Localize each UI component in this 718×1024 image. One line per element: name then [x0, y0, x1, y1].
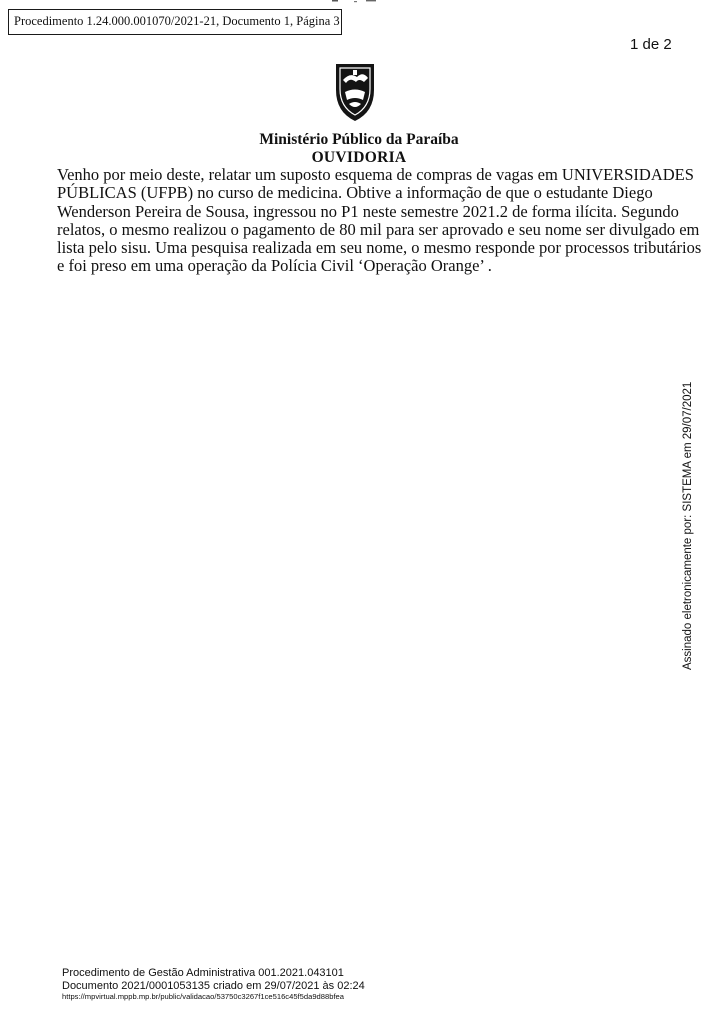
footer-validation-url: https://mpvirtual.mppb.mp.br/public/validacao/53750c3267f1ce516c45f5da9d88bfea: [62, 992, 345, 1001]
organization-name: Ministério Público da Paraíba: [259, 131, 459, 148]
procedure-stamp: [8, 9, 342, 35]
footer-document-info: Documento 2021/0001053135 criado em 29/07/2021 às 02:24: [62, 979, 365, 992]
complaint-line: Wenderson Pereira de Sousa, ingressou no P1 neste semestre 2021.2 de forma ilícita. Segundo: [57, 201, 679, 221]
complaint-line: e foi preso em uma operação da Polícia Civil ‘Operação Orange’ .: [57, 256, 492, 276]
coat-of-arms-icon: [330, 60, 380, 124]
scan-specks: [330, 0, 390, 8]
electronic-signature-note: Assinado eletronicamente por: SISTEMA em 29/07/2021: [682, 381, 694, 670]
footer-procedure: Procedimento de Gestão Administrativa 001.2021.043101: [62, 967, 344, 979]
document-footer: [62, 967, 365, 1002]
complaint-line: PÚBLICAS (UFPB) no curso de medicina. Obtive a informação de que o estudante Diego: [57, 183, 653, 203]
procedure-ref: Procedimento 1.24.000.001070/2021-21, Documento 1, Página 3: [14, 14, 340, 28]
complaint-line: lista pelo sisu. Uma pesquisa realizada em seu nome, o mesmo responde por processos tributários: [57, 238, 702, 258]
complaint-line: relatos, o mesmo realizou o pagamento de 80 mil para ser aprovado e seu nome ser divulgado em: [57, 219, 700, 239]
page-counter: 1 de 2: [630, 36, 672, 53]
complaint-text: [57, 165, 702, 276]
department-name: OUVIDORIA: [311, 149, 407, 166]
complaint-line: Venho por meio deste, relatar um suposto esquema de compras de vagas em UNIVERSIDADES: [57, 165, 694, 184]
